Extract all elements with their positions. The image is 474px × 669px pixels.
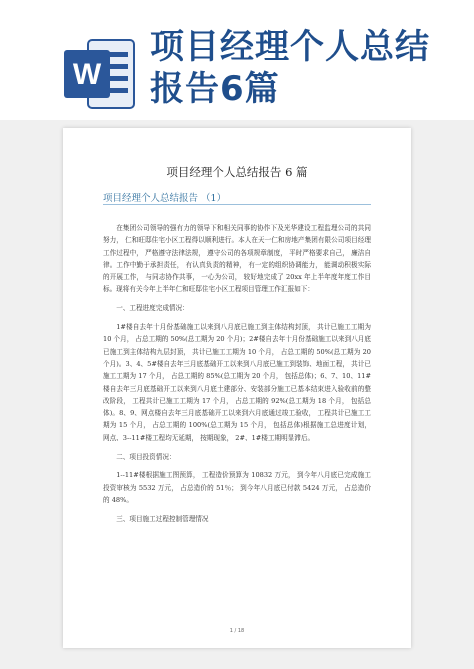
section-divider: [103, 204, 371, 205]
document-body: [103, 222, 371, 532]
banner-title: 项目经理个人总结报告6篇: [150, 27, 430, 109]
document-title: 项目经理个人总结报告 6 篇: [166, 165, 308, 179]
paragraph-intro: 在集团公司领导的强有力的领导下和相关同事的协作下及光华建设工程监理公司的共同努力， 仁和旺邸住宅小区工程得以顺利进行。本人在天一仁和房地产集团有限公司项目经理工作过程中， 严格遵守法律法规， 遵守公司的各项规章制度， 平时严格要求自己， 廉洁自律。工作中勤于承担责任， 有认真负责的精神， 有一定的组织协调能力， 能调动积极实际的开展工作， 与同志协作共事， 一心为公司， 较好地完成了 20xx 年上半年度年度工作目标。现将有关今年上半年仁和旺邸住宅小区工程项目管理工作汇报如下：: [103, 224, 371, 294]
paragraph-progress: 1#楼自去年十月份基础施工以来到八月底已施工到主体结构封顶， 共计已施工工期为 10 个月， 占总工期的 50%(总工期为 20 个月)；2#楼自去年十月份基础施工以来到八月底已施工到主体结构九层封顶， 共计已施工工期为 10 个月， 占总工期的 50%(总工期为 20 个月)。3、4、5#楼自去年三月底基础开工以来到八月底已施工到装饰、地面工程， 共计已施工工期为 17 个月， 占总工期的 85%(总工期为 20 个月， 包括总体)；6、7、10、11#楼自去年三月底基础开工以来到八月底土建部分、安装部分施工已基本结束进入验收前的整改阶段， 工程共计已施工工期为 17 个月， 占总工期的 92%(总工期为 18 个月， 包括总体)。8、9、网点楼自去年三月底基础开工以来到六月底通过竣工验收， 工程共计已施工工期为 15 个月， 占总工期的 100%(总工期为 15 个月， 包括总体)根据施工总进度计划， 网点、3--11#楼工程均无延期， 按期现象， 2#、1#楼工期明显滞后。: [103, 323, 371, 442]
word-document-icon: [62, 36, 138, 112]
page-number: 1 / 18: [229, 628, 245, 634]
paragraph-heading-control: 三、项目施工过程控制管理情况: [116, 514, 209, 523]
document-page: [63, 128, 411, 648]
paragraph-investment: 1--11#楼根据施工图预算， 工程造价预算为 10832 万元， 到今年八月底已完成施工投资审核为 5532 万元， 占总造价的 51％； 到今年八月底已付款 5424 万元， 占总造价的 48%。: [103, 471, 371, 504]
section-heading: 项目经理个人总结报告 （1）: [103, 193, 227, 204]
paragraph-heading-progress: 一、工程进度完成情况：: [116, 304, 189, 313]
title-banner: [0, 0, 474, 120]
svg-text:W: W: [72, 58, 102, 91]
paragraph-heading-investment: 二、项目投资情况：: [116, 452, 176, 461]
